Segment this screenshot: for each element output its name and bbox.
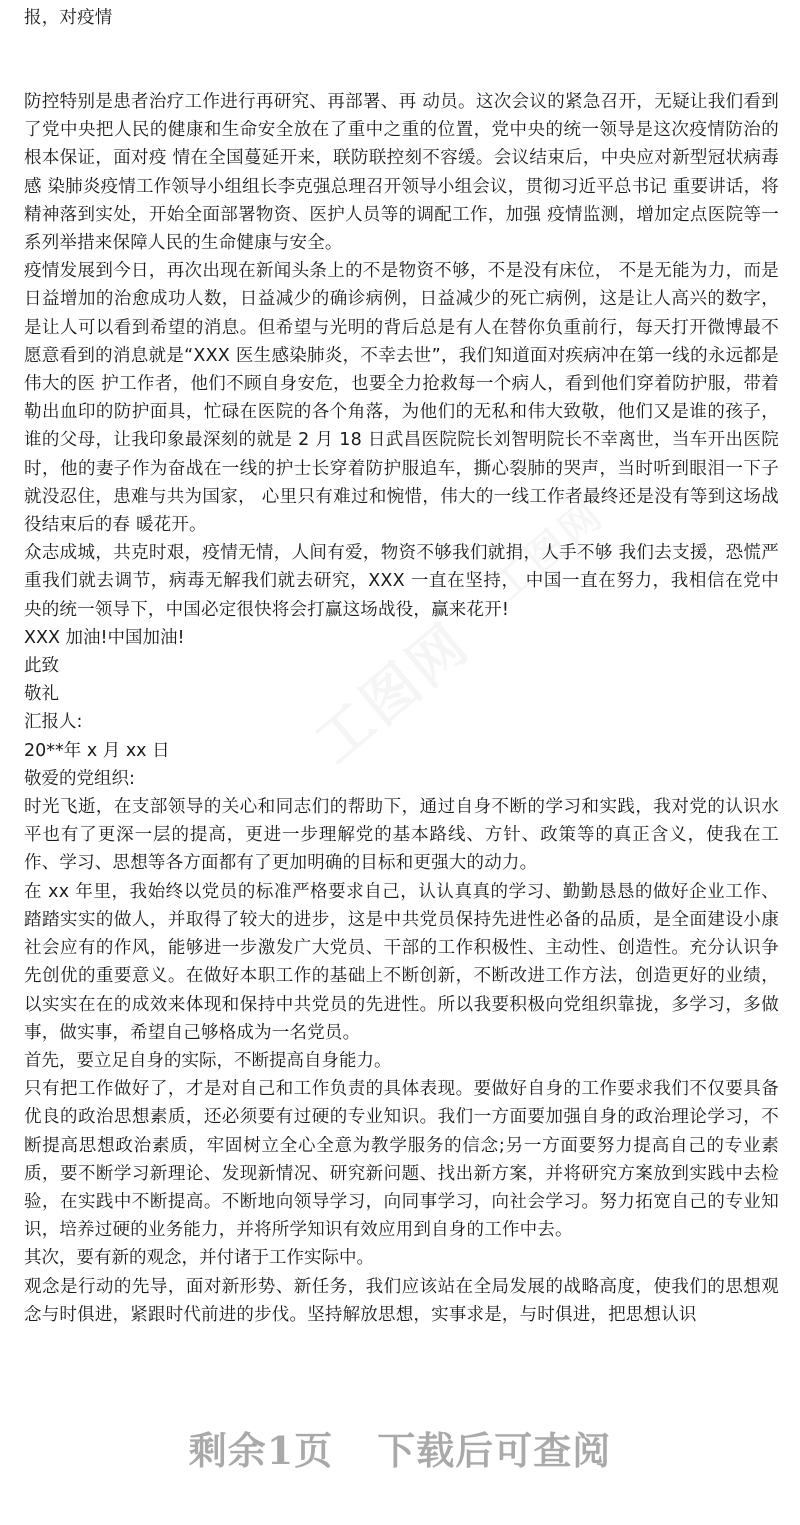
cut-off-top-line xyxy=(24,0,779,36)
remaining-pages-label: 剩余1页 xyxy=(188,1428,334,1473)
paragraph-6: 只有把工作做好了，才是对自己和工作负责的具体表现。要做好自身的工作要求我们不仅要具备优良的政治思想素质，还必须要有过硬的专业知识。我们一方面要加强自身的政治理论学习，不断提高思想政治素质，牢固树立全心全意为教学服务的信念;另一方面要努力提高自己的专业素质，要不断学习新理论、发现新情况、研究新问题、找出新方案，并将研究方案放到实践中去检验，在实践中不断提高。不断地向领导学习，向同事学习，向社会学习。努力拓宽自己的专业知识，培养过硬的业务能力，并将所学知识有效应用到自身的工作中去。 xyxy=(24,1079,779,1241)
report-date: 20**年 x 月 xx 日 xyxy=(24,740,170,761)
top-fragment: 报，对疫情 xyxy=(24,7,113,28)
paragraph-1: 防控特别是患者治疗工作进行再研究、再部署、再 动员。这次会议的紧急召开，无疑让我们看到了党中央把人民的健康和生命安全放在了重中之重的位置，党中央的统一领导是这次疫情防治的根本保证，面对疫 情在全国蔓延开来，联防联控刻不容缓。会议结束后，中央应对新型冠状病毒感 染肺炎疫情工作领导小组组长李克强总理召开领导小组会议，贯彻习近平总书记 重要讲话，将精神落到实处，开始全面部署物资、医护人员等的调配工作，加强 疫情监测，增加定点医院等一系列举措来保障人民的生命健康与安全。 xyxy=(24,92,779,254)
reporter-label: 汇报人: xyxy=(24,712,83,733)
page-gap xyxy=(24,36,779,88)
download-banner[interactable] xyxy=(0,1420,800,1475)
paragraph-3: 众志成城，共克时艰，疫情无情，人间有爱，物资不够我们就捐，人手不够 我们去支援，恐慌严重我们就去调节，病毒无解我们就去研究，XXX 一直在坚持， 中国一直在努力，我相信在党中央的统一领导下，中国必定很快将会打赢这场战役，赢来花开! xyxy=(24,543,779,620)
download-to-view-label[interactable]: 下载后可查阅 xyxy=(377,1428,612,1473)
closing-cizhi: 此致 xyxy=(24,656,59,677)
paragraph-7: 观念是行动的先导，面对新形势、新任务，我们应该站在全局发展的战略高度，使我们的思想观念与时俱进，紧跟时代前进的步伐。坚持解放思想，实事求是，与时俱进，把思想认识 xyxy=(24,1276,779,1325)
heading-second: 其次，要有新的观念，并付诸于工作实际中。 xyxy=(24,1248,374,1269)
salutation: 敬爱的党组织: xyxy=(24,768,135,789)
heading-first: 首先，要立足自身的实际，不断提高自身能力。 xyxy=(24,1050,392,1071)
paragraph-2: 疫情发展到今日，再次出现在新闻头条上的不是物资不够，不是没有床位， 不是无能为力，而是日益增加的治愈成功人数，日益减少的确诊病例，日益减少的死亡病例，这是让人高兴的数字，是让人可以看到希望的消息。但希望与光明的背后总是有人在替你负重前行，每天打开微博最不愿意看到的消息就是“XXX 医生感染肺炎，不幸去世”，我们知道面对疾病冲在第一线的永远都是伟大的医 护工作者，他们不顾自身安危，也要全力抢救每一个病人，看到他们穿着防护服，带着勒出血印的防护面具，忙碌在医院的各个角落，为他们的无私和伟大致敬，他们又是谁的孩子，谁的父母，让我印象最深刻的就是 2 月 18 日武昌医院院长刘智明院长不幸离世，当车开出医院时，他的妻子作为奋战在一线的护士长穿着防护服追车，撕心裂肺的哭声，当时听到眼泪一下子就没忍住，患难与共为国家， 心里只有难过和惋惜，伟大的一线工作者最终还是没有等到这场战役结束后的春 暖花开。 xyxy=(24,261,779,536)
document-body xyxy=(24,0,779,1329)
cheer-line: XXX 加油!中国加油! xyxy=(24,627,185,648)
closing-jingli: 敬礼 xyxy=(24,684,59,705)
paragraph-4: 时光飞逝，在支部领导的关心和同志们的帮助下，通过自身不断的学习和实践，我对党的认识水平也有了更深一层的提高，更进一步理解党的基本路线、方针、政策等的真正含义，使我在工作、学习、思想等各方面都有了更加明确的目标和更强大的动力。 xyxy=(24,797,779,874)
paragraph-5: 在 xx 年里，我始终以党员的标准严格要求自己，认认真真的学习、勤勤恳恳的做好企业工作、踏踏实实的做人，并取得了较大的进步，这是中共党员保持先进性必备的品质，是全面建设小康社会应有的作风，能够进一步激发广大党员、干部的工作积极性、主动性、创造性。充分认识争先创优的重要意义。在做好本职工作的基础上不断创新，不断改进工作方法，创造更好的业绩，以实实在在的成效来体现和保持中共党员的先进性。所以我要积极向党组织靠拢，多学习，多做事，做实事，希望自己够格成为一名党员。 xyxy=(24,881,779,1043)
